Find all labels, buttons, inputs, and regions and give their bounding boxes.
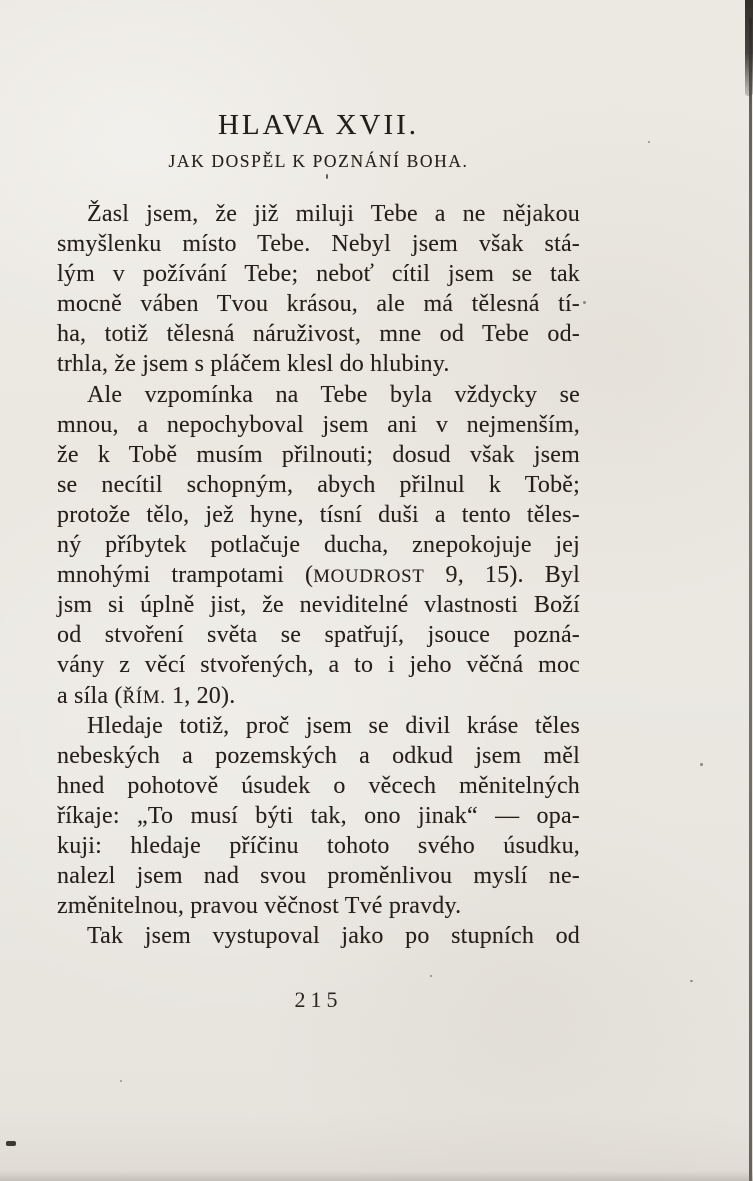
text-line: smyšlenku místo Tebe. Nebyl jsem však stá- — [57, 231, 580, 258]
text-line: kuji: hledaje příčinu tohoto svého úsudku, — [57, 832, 580, 859]
text-line: nalezl jsem nad svou proměnlivou myslí ne- — [57, 863, 580, 890]
text-line: mocně váben Tvou krásou, ale má tělesná tí- — [57, 291, 580, 318]
page-number: 215 — [294, 987, 343, 1012]
text-line: Žasl jsem, že již miluji Tebe a ne nějakou — [87, 201, 580, 227]
body-text — [57, 199, 580, 951]
scan-speck — [648, 141, 650, 143]
scan-bottom-shade — [0, 1171, 753, 1181]
text-line: se necítil schopným, abych přilnul k Tobě; — [57, 471, 580, 498]
text-line: jsm si úplně jist, že neviditelné vlastnosti Boží — [57, 592, 580, 619]
text-line: říkaje: „To musí býti tak, ono jinak“ — opa- — [57, 802, 580, 829]
scan-speck — [326, 174, 328, 179]
text-line: Hledaje totiž, proč jsem se divil kráse těles — [87, 712, 580, 739]
scripture-reference: MOUDROST — [313, 566, 425, 588]
text-line: ha, totiž tělesná náruživost, mne od Tebe od- — [57, 321, 580, 348]
text-line: vány z věcí stvořených, a to i jeho věčná moc — [57, 652, 580, 679]
text-line: hned pohotově úsudek o věcech měnitelných — [57, 772, 580, 799]
text-line: Ale vzpomínka na Tebe byla vždycky se — [87, 381, 580, 408]
scan-speck — [120, 1080, 122, 1082]
text-line: mnohými trampotami (MOUDROST 9, 15). Byl — [57, 562, 580, 589]
text-line: a síla (ŘÍM. 1, 20). — [57, 682, 236, 709]
scan-speck — [6, 1141, 16, 1146]
scan-edge-line — [749, 18, 752, 1181]
text-line: ný příbytek potlačuje ducha, znepokojuje jej — [57, 532, 580, 559]
scan-speck — [583, 301, 586, 304]
text-line: protože tělo, jež hyne, tísní duši a tento těles- — [57, 501, 580, 528]
chapter-heading: HLAVA XVII. — [217, 109, 420, 141]
text-line: trhla, že jsem s pláčem klesl do hlubiny. — [57, 351, 450, 378]
text-line: Tak jsem vystupoval jako po stupních od — [87, 923, 580, 950]
scan-speck — [690, 980, 693, 982]
text-line: od stvoření světa se spatřují, jsouce pozná- — [57, 622, 580, 649]
text-line: nebeských a pozemských a odkud jsem měl — [57, 742, 580, 769]
chapter-subheading: JAK DOSPĚL K POZNÁNÍ BOHA. — [168, 151, 469, 171]
text-line: lým v požívání Tebe; neboť cítil jsem se tak — [57, 261, 580, 288]
text-line: změnitelnou, pravou věčnost Tvé pravdy. — [57, 893, 462, 920]
scan-speck — [700, 763, 703, 766]
scripture-reference: ŘÍM. — [122, 686, 166, 708]
scan-speck — [430, 975, 432, 977]
text-line: že k Tobě musím přilnouti; dosud však jsem — [57, 441, 580, 468]
text-line: mnou, a nepochyboval jsem ani v nejmenším, — [57, 411, 580, 438]
